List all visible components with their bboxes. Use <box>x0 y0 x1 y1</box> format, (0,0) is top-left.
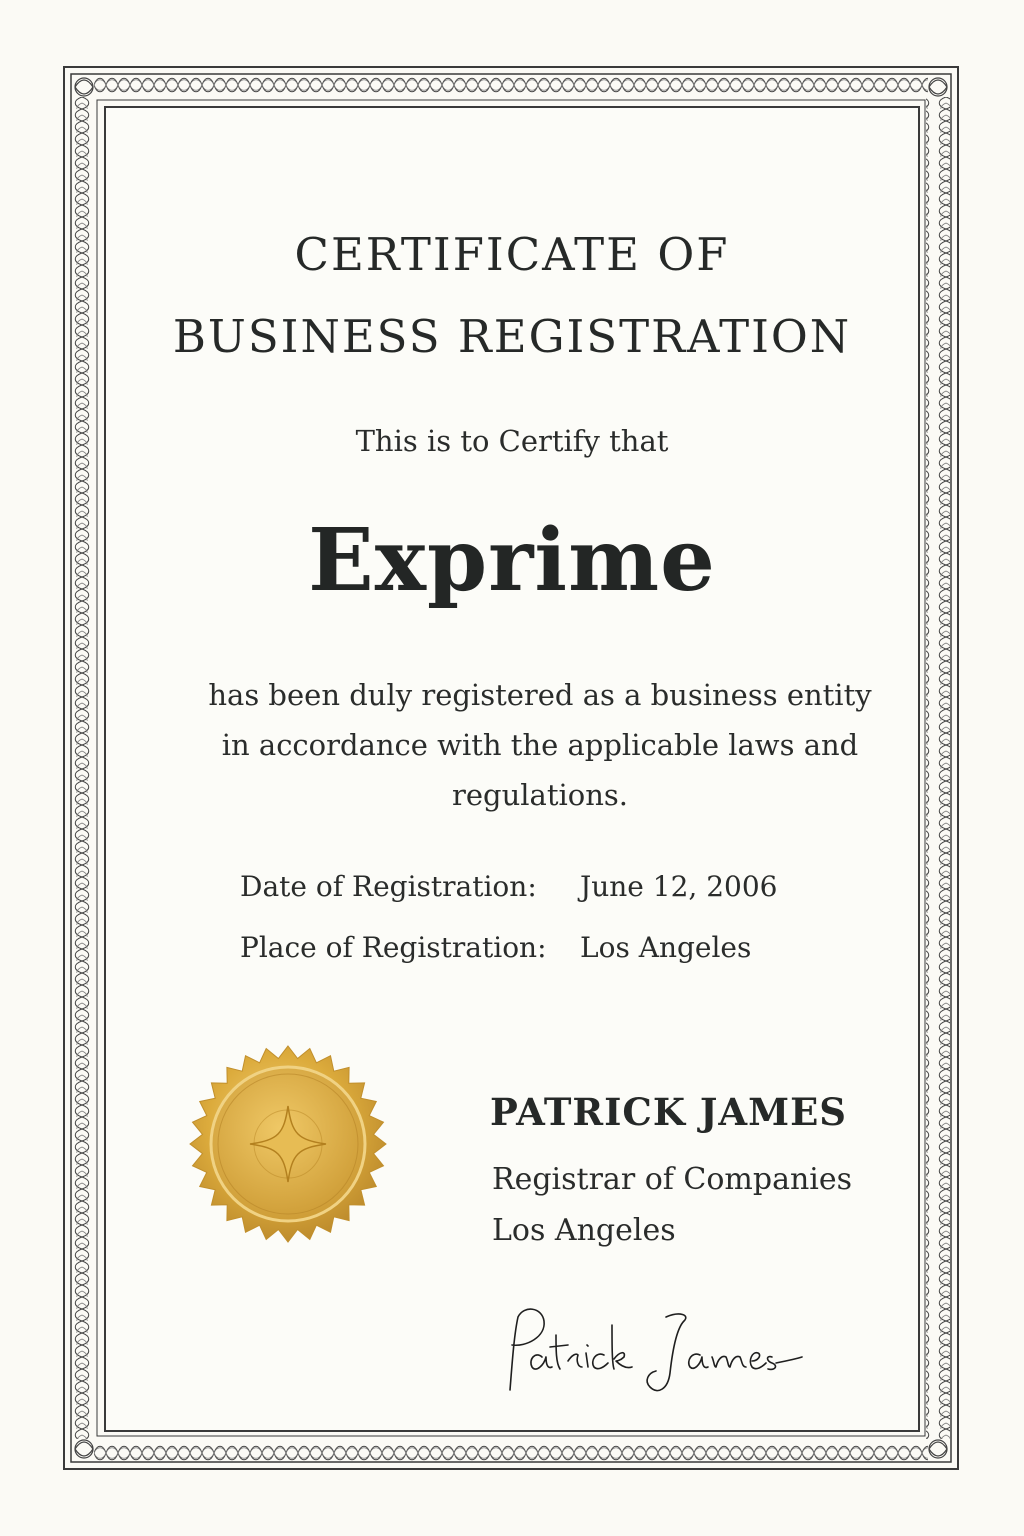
registration-statement: has been duly registered as a business entity in accordance with the applicable laws and regulations. <box>208 678 872 812</box>
certify-intro: This is to Certify that <box>355 424 669 458</box>
handwritten-signature <box>490 1295 810 1405</box>
signatory-city: Los Angeles <box>492 1213 676 1248</box>
date-of-registration-value: June 12, 2006 <box>580 870 778 903</box>
place-of-registration-label: Place of Registration: <box>240 931 547 964</box>
company-name: Exprime <box>308 510 716 611</box>
signatory-name: PATRICK JAMES <box>490 1090 847 1134</box>
certificate-title-line-1: CERTIFICATE OF <box>294 228 730 281</box>
signatory-title: Registrar of Companies <box>492 1162 853 1197</box>
gold-seal-icon <box>188 1044 388 1244</box>
certificate-title-line-2: BUSINESS REGISTRATION <box>172 310 852 363</box>
place-of-registration-value: Los Angeles <box>580 931 752 964</box>
date-of-registration-label: Date of Registration: <box>240 870 537 903</box>
